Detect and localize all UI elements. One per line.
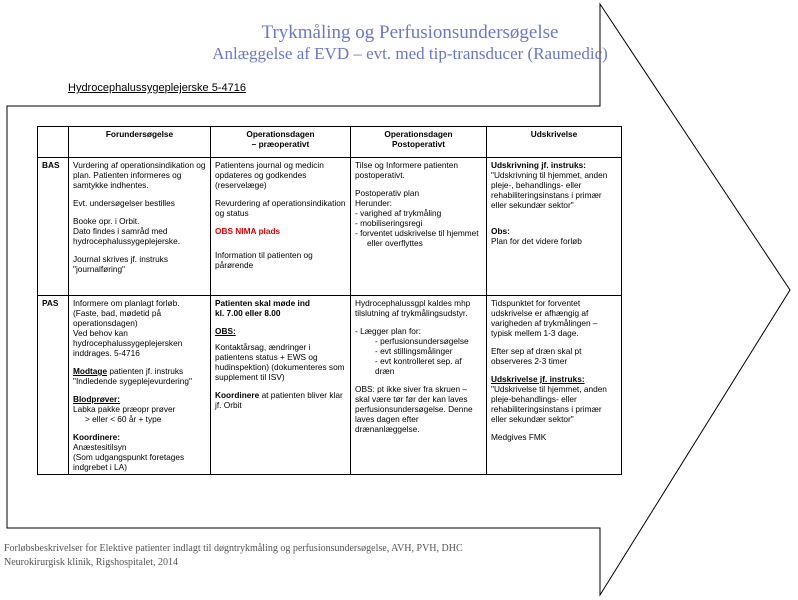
row-label-bas: BAS <box>38 158 69 296</box>
corner-cell <box>38 127 69 158</box>
text-heading: Udskrivning jf. instruks: <box>491 160 586 170</box>
text-item: Booke opr. i Orbit. <box>73 216 140 226</box>
text-item: - mobiliseringsregi <box>355 218 423 228</box>
text-heading: kl. 7.00 eller 8.00 <box>215 308 281 318</box>
footer-line-1: Forløbsbeskrivelser for Elektive patienter indlagt til døgntrykmåling og perfusionsundersøgelse, AVH, PVH, DHC <box>4 543 463 554</box>
cell-bas-forundersoegelse <box>69 158 211 296</box>
text-item: > eller < 60 år + type <box>85 414 162 424</box>
contact-line: Hydrocephalussygeplejerske 5-4716 <box>68 82 246 94</box>
text-heading: Udskrivelse jf. instruks: <box>491 374 585 384</box>
text-heading: Blodprøver: <box>73 394 121 404</box>
text-item: Patientens journal og medicin opdateres og godkendes (reservelæge) <box>215 160 324 190</box>
page-title: Trykmåling og Perfusionsundersøgelse <box>261 22 559 43</box>
text-item: Anæstesitilsyn <box>73 442 127 452</box>
text-item: Evt. undersøgelser bestilles <box>73 198 175 208</box>
cell-bas-udskrivelse <box>487 158 622 296</box>
text-heading: Koordinere <box>215 390 260 400</box>
cell-pas-postoperativt <box>351 296 487 475</box>
text-item: at patienten bliver klar jf. Orbit <box>215 390 343 410</box>
text-item: Medgives FMK <box>491 432 547 442</box>
table-header-row <box>38 127 622 158</box>
text-item: - perfusionsundersøgelse <box>375 336 469 346</box>
col-header-praeoperativt: Operationsdagen – præoperativt <box>211 127 351 158</box>
footer-line-2: Neurokirurgisk klinik, Rigshospitalet, 2014 <box>4 557 178 568</box>
page-subtitle: Anlæggelse af EVD – evt. med tip-transducer (Raumedic) <box>212 44 608 63</box>
text-item <box>73 366 206 386</box>
text-heading: OBS: <box>215 326 236 336</box>
text-heading: Modtage <box>73 366 108 376</box>
cell-pas-udskrivelse <box>487 296 622 475</box>
text-item: Tidspunktet for forventet udskrivelse er afhængig af varigheden af trykmålingen – typisk mellem 1-3 dage. <box>491 298 598 338</box>
text-item: Efter sep af dræn skal pt observeres 2-3 timer <box>491 346 582 366</box>
text-item: - Lægger plan for: <box>355 326 421 336</box>
cell-pas-forundersoegelse <box>69 296 211 475</box>
text-item: "Udskrivning til hjemmet, anden pleje-, behandlings- eller rehabiliteringsinstans i primær eller sekundær sektor" <box>491 170 608 210</box>
text-item: Vurdering af operationsindikation og plan. Patienten informeres og samtykke indhentes. <box>73 160 206 190</box>
text-item: Dato findes i samråd med hydrocephalussygeplejerske. <box>73 226 181 246</box>
text-item: Hydrocephalussgpl kaldes mhp tilslutning af trykmålingsudstyr. <box>355 298 471 318</box>
text-item: (Som udgangspunkt foretages indgrebet i LA) <box>73 452 185 472</box>
text-heading: Obs: <box>491 226 510 236</box>
text-item: eller overflyttes <box>367 238 423 248</box>
cell-pas-praeoperativt <box>211 296 351 475</box>
col-header-postoperativt: Operationsdagen Postoperativt <box>351 127 487 158</box>
text-heading: Koordinere: <box>73 432 121 442</box>
text-item: Ved behov kan hydrocephalussygeplejersken inddrages. 5-4716 <box>73 328 183 358</box>
text-item: Revurdering af operationsindikation og status <box>215 198 346 218</box>
text-item: Postoperativ plan <box>355 188 420 198</box>
text-item: "Udskrivelse til hjemmet, anden pleje-behandlings- eller rehabiliteringsinstans i primær eller sekundær sektor" <box>491 384 607 424</box>
table-row-pas <box>38 296 622 475</box>
text-item: Plan for det videre forløb <box>491 236 582 246</box>
text-item: Labka pakke præopr prøver <box>73 404 176 414</box>
text-item: - forventet udskrivelse til hjemmet <box>355 228 479 238</box>
text-item: Information til patienten og pårørende <box>215 250 313 270</box>
text-item: patienten jf. instruks "Indledende sygeplejevurdering" <box>73 366 192 386</box>
text-item: OBS: pt ikke siver fra skruen – skal være tør før der kan laves perfusionsundersøgelse. Denne laves dagen efter drænanlæggelse. <box>355 384 473 434</box>
text-item: Herunder: <box>355 198 392 208</box>
care-pathway-table <box>37 126 622 475</box>
text-heading: Patienten skal møde ind <box>215 298 310 308</box>
text-item: Tilse og Informere patienten postoperativt. <box>355 160 458 180</box>
text-item: Kontaktårsag, ændringer i patientens status + EWS og hudinspektion) (dokumenteres som supplement til ISV) <box>215 342 345 382</box>
text-item: - evt stillingsmålinger <box>375 346 453 356</box>
row-label-pas: PAS <box>38 296 69 475</box>
alert-text: OBS NIMA plads <box>215 226 281 236</box>
cell-bas-praeoperativt <box>211 158 351 296</box>
text-item: - evt kontrolleret sep. af dræn <box>375 356 462 376</box>
col-header-forundersoegelse: Forundersøgelse <box>69 127 211 158</box>
text-item: Journal skrives jf. instruks "journalføring" <box>73 254 168 274</box>
col-header-udskrivelse: Udskrivelse <box>487 127 622 158</box>
cell-bas-postoperativt <box>351 158 487 296</box>
text-item <box>215 390 346 410</box>
table-row-bas <box>38 158 622 296</box>
text-item: - varighed af trykmåling <box>355 208 442 218</box>
text-item: Informere om planlagt forløb. (Faste, bad, mødetid på operationsdagen) <box>73 298 180 328</box>
